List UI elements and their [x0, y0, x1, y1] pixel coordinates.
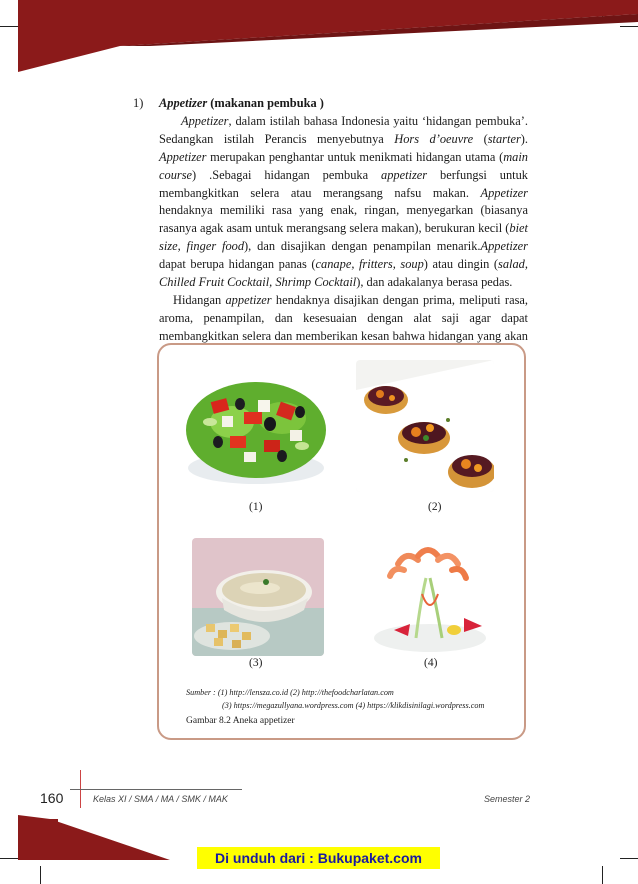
- term: canape, fritters, soup: [315, 257, 424, 272]
- caption-2: (2): [428, 501, 442, 513]
- book-label: Kelas XI / SMA / MA / SMK / MAK: [93, 794, 228, 804]
- term: salad, Chilled Fruit Cocktail, Shrimp Cocktail: [159, 257, 528, 290]
- footer-divider: [70, 789, 242, 790]
- figure-source: [186, 686, 484, 712]
- caption-4: (4): [424, 657, 438, 669]
- item-number: 1): [133, 96, 144, 110]
- text: ), dan disajikan dengan penampilan menarik.: [244, 239, 481, 254]
- download-watermark: Di unduh dari : Bukupaket.com: [197, 847, 440, 869]
- caption-1: (1): [249, 501, 263, 513]
- term: appetizer: [225, 292, 272, 307]
- header-banner: [0, 0, 638, 72]
- figure-title: Gambar 8.2 Aneka appetizer: [186, 716, 295, 726]
- text: ) .Sebagai hidangan pembuka: [192, 167, 382, 182]
- soup-photo: [192, 538, 324, 656]
- bruschetta-photo: [356, 360, 494, 492]
- body-text: [133, 95, 528, 364]
- source-line-2: (3) https://megazullyana.wordpress.com (4) https://klikdisinilagi.wordpress.com: [222, 701, 485, 710]
- caption-3: (3): [249, 657, 263, 669]
- term: Appetizer: [181, 113, 229, 128]
- source-line-1: Sumber : (1) http://lensza.co.id (2) http://thefoodcharlatan.com: [186, 688, 394, 697]
- crop-mark-bottom-left-v: [40, 866, 41, 884]
- item-heading: [133, 95, 528, 113]
- text: Hidangan: [173, 292, 226, 307]
- text: (: [473, 131, 488, 146]
- page-number: 160: [40, 790, 64, 806]
- text: ) atau dingin (: [423, 257, 499, 272]
- semester-label: Semester 2: [483, 794, 530, 804]
- term: Appetizer: [159, 149, 207, 164]
- text: hendaknya memiliki rasa yang enak, ringan, menyegarkan (biasanya rasanya agak asam untuk merangsang selera makan), berukuran kecil (: [159, 203, 528, 236]
- term: appetizer: [381, 167, 428, 182]
- shrimp-cocktail-photo: [364, 534, 494, 658]
- text: berfungsi untuk membangkitkan selera atau merangsang nafsu makan.: [159, 167, 528, 200]
- term: main course: [159, 149, 528, 182]
- item-title-suffix: (makanan pembuka ): [207, 96, 324, 110]
- term: Hors d’oeuvre: [394, 131, 474, 146]
- paragraph-1: [159, 113, 528, 292]
- term: Appetizer: [480, 185, 528, 200]
- term: biet size, finger food: [159, 221, 528, 254]
- term: starter: [487, 131, 521, 146]
- crop-mark-bottom-right-v: [602, 866, 603, 884]
- text: ).: [520, 131, 528, 146]
- text: dapat berupa hidangan panas (: [159, 257, 316, 272]
- salad-photo: [182, 360, 330, 490]
- term: Appetizer: [480, 239, 528, 254]
- text: hendaknya disajikan dengan prima, meliputi rasa, aroma, penampilan, dan kesesuaian dengan alat saji agar dapat membangkitkan selera dan memberikan kesan bahwa hidangan yang akan: [159, 292, 528, 343]
- item-title: Appetizer: [159, 96, 208, 110]
- text: , dalam istilah bahasa Indonesia yaitu ‘hidangan pembuka’. Sedangkan istilah Perancis menyebutnya: [159, 113, 528, 146]
- text: merupakan penghantar untuk menikmati hidangan utama (: [206, 149, 504, 164]
- text: ), dan adakalanya berasa pedas.: [356, 275, 513, 290]
